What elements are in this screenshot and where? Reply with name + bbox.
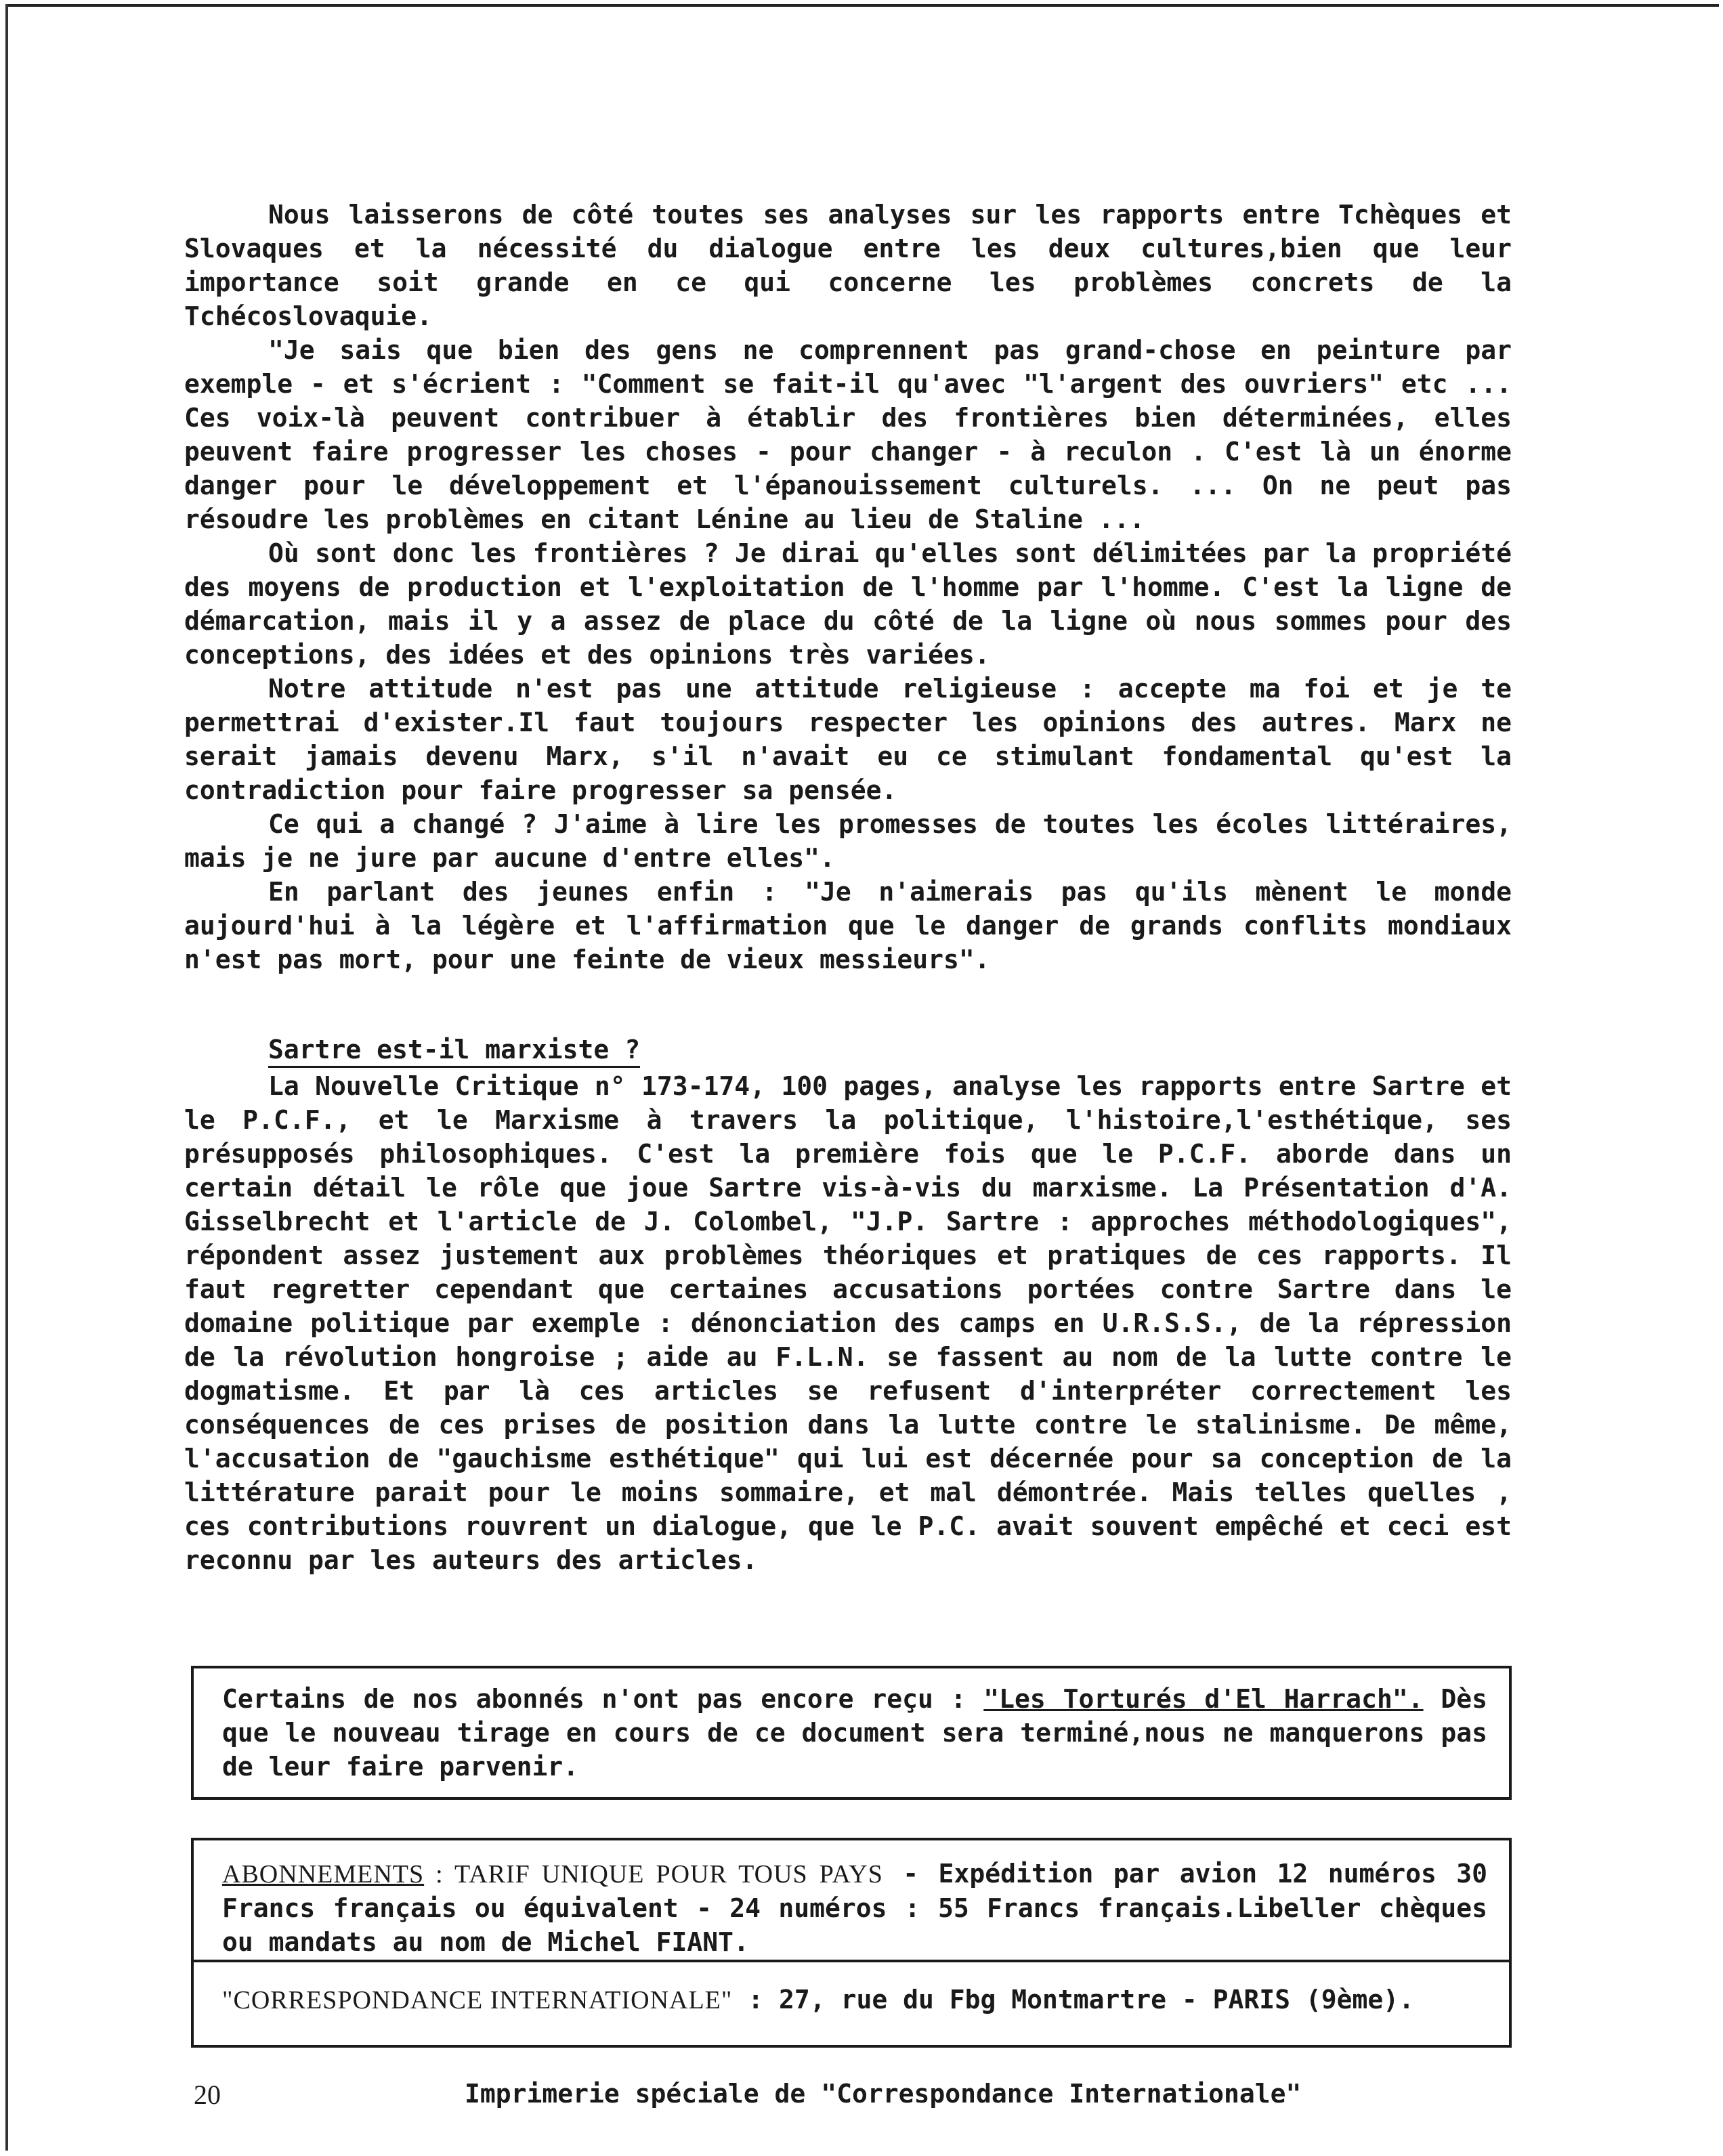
address-rest: : 27, rue du Fbg Montmartre - PARIS (9ème). [732, 1985, 1415, 2014]
paragraph-attitude: Notre attitude n'est pas une attitude religieuse : accepte ma foi et je te permettrai d'exister.Il faut toujours respecter les opinions des autres. Marx ne serait jamais devenu Marx, s'il n'avait eu ce stimulant fondamental qu'est la contradiction pour faire progresser sa pensée. [184, 674, 1512, 805]
subscriptions-tarif: : TARIF UNIQUE POUR TOUS PAYS [424, 1860, 883, 1889]
subscriptions-details-section [194, 1840, 1509, 1960]
section-text: La Nouvelle Critique n° 173-174, 100 pages, analyse les rapports entre Sartre et le P.C.F., et le Marxisme à travers la politique, l'histoire,l'esthétique, ses présupposés philosophiques. C'est la première fois que le P.C.F. aborde dans un certain détail le rôle que joue Sartre vis-à-vis du marxisme. La Présentation d'A. Gisselbrecht et l'article de J. Colombel, "J.P. Sartre : approches méthodologiques", répondent assez justement aux problèmes théoriques et pratiques de ces rapports. Il faut regretter cependant que certaines accusations portées contre Sartre dans le domaine politique par exemple : dénonciation des camps en U.R.S.S., de la répression de la révolution hongroise ; aide au F.L.N. se fassent au nom de la lutte contre le dogmatisme. Et par là ces articles se refusent d'interpréter correctement les conséquences de ces prises de position dans la lutte contre le stalinisme. De même, l'accusation de "gauchisme esthétique" qui lui est décernée pour sa conception de la littérature parait pour le moins sommaire, et mal démontrée. Mais telles quelles , ces contributions rouvrent un dialogue, que le P.C. avait souvent empêché et ceci est reconnu par les auteurs des articles. [184, 1071, 1512, 1575]
subscriptions-box [191, 1838, 1512, 2048]
paragraph-frontieres: Où sont donc les frontières ? Je dirai qu'elles sont délimitées par la propriété des moyens de production et l'exploitation de l'homme par l'homme. C'est la ligne de démarcation, mais il y a assez de place du côté de la ligne où nous sommes pour des conceptions, des idées et des opinions très variées. [184, 538, 1512, 670]
subscriptions-address-section [194, 1962, 1509, 2017]
paragraph-tcheques: Nous laisserons de côté toutes ses analyses sur les rapports entre Tchèques et Slovaques et la nécessité du dialogue entre les deux cultures,bien que leur importance soit grande en ce qui concerne les problèmes concrets de la Tchécoslovaquie. [184, 200, 1512, 331]
paragraph-quote-peinture: "Je sais que bien des gens ne comprennent pas grand-chose en peinture par exemple - et s'écrient : "Comment se fait-il qu'avec "l'argent des ouvriers" etc ... Ces voix-là peuvent contribuer à établir des frontières bien déterminées, elles peuvent faire progresser les choses - pour changer - à reculon . C'est là un énorme danger pour le développement et l'épanouissement culturels. ... On ne peut pas résoudre les problèmes en citant Lénine au lieu de Staline ... [184, 335, 1512, 534]
subscriptions-details: - Expédition par avion 12 numéros 30 Francs français ou équivalent - 24 numéros : 55 Francs français.Libeller chèques ou mandats au nom de Michel FIANT. [222, 1859, 1488, 1957]
page-border-top [5, 4, 1719, 7]
section-heading: Sartre est-il marxiste ? [268, 1035, 640, 1068]
notice-text-before: Certains de nos abonnés n'ont pas encore reçu : [222, 1684, 984, 1714]
page-number: 20 [194, 2079, 221, 2110]
paragraph-ecoles: Ce qui a changé ? J'aime à lire les promesses de toutes les écoles littéraires, mais je ne jure par aucune d'entre elles". [184, 809, 1512, 873]
notice-title: "Les Torturés d'El Harrach". [983, 1684, 1424, 1714]
page-border-left [5, 4, 8, 2151]
notice-box [191, 1666, 1512, 1800]
article-body [184, 198, 1512, 1577]
notice-text-after: Dès que le nouveau tirage en cours de ce document sera terminé,nous ne manquerons pas de leur faire parvenir. [222, 1684, 1487, 1782]
printer-credit: Imprimerie spéciale de "Correspondance Internationale" [465, 2079, 1302, 2109]
subscriptions-label: ABONNEMENTS [222, 1860, 425, 1889]
paragraph-jeunes: En parlant des jeunes enfin : "Je n'aimerais pas qu'ils mènent le monde aujourd'hui à la légère et l'affirmation que le danger de grands conflits mondiaux n'est pas mort, pour une feinte de vieux messieurs". [184, 877, 1512, 974]
address-name: "CORRESPONDANCE INTERNATIONALE" [222, 1986, 733, 2014]
